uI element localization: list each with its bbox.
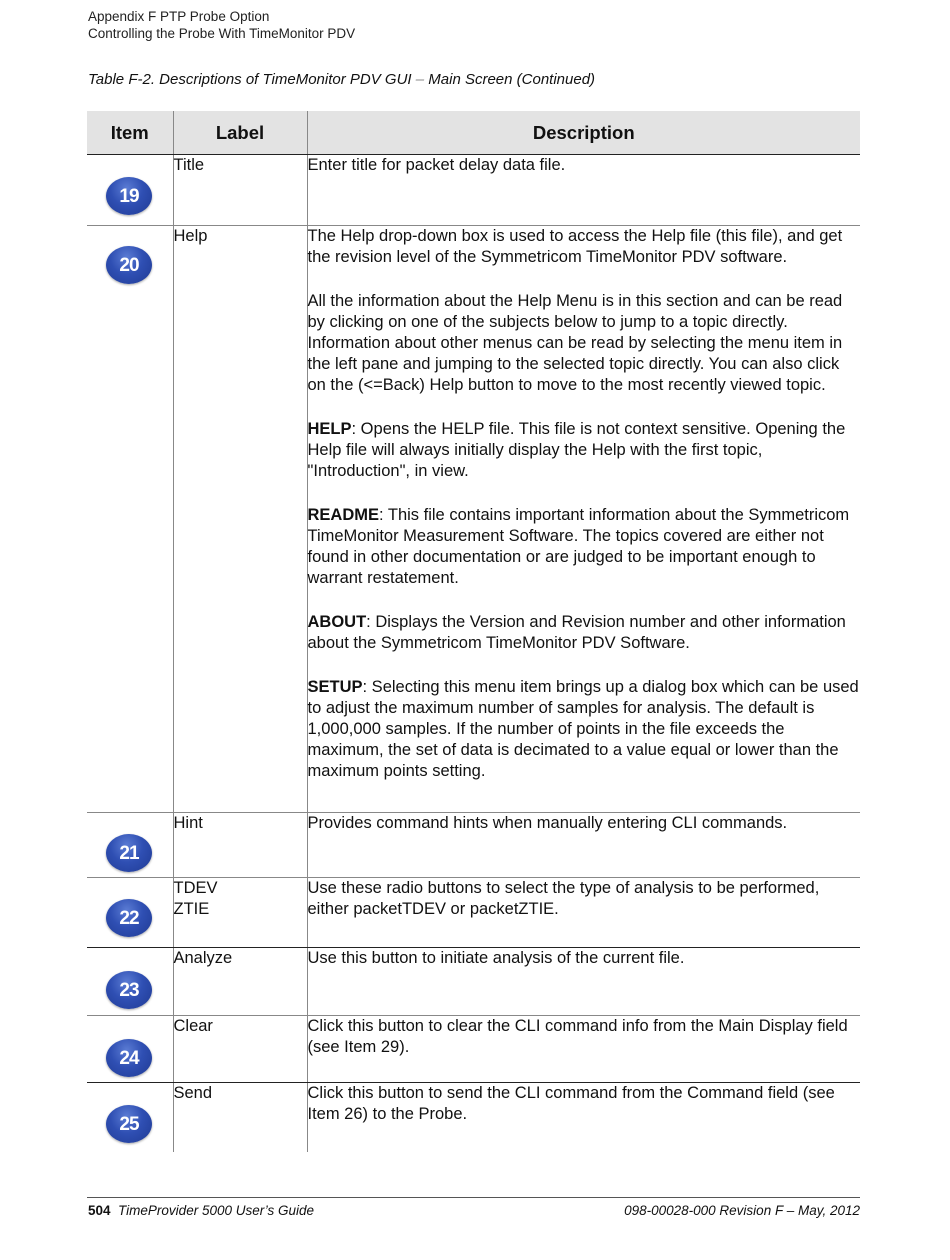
table-caption bbox=[88, 71, 595, 88]
column-header-label: Label bbox=[173, 111, 307, 155]
description-text: Use this button to initiate analysis of the current file. bbox=[307, 949, 685, 967]
table-row bbox=[87, 226, 860, 813]
item-cell bbox=[87, 1083, 173, 1152]
description-text: Provides command hints when manually entering CLI commands. bbox=[307, 814, 788, 832]
menu-term: SETUP bbox=[307, 678, 363, 696]
description-text: Click this button to send the CLI command from the Command field (see Item 26) to the Probe. bbox=[307, 1084, 835, 1123]
description-paragraph bbox=[308, 612, 861, 654]
table-row bbox=[87, 155, 860, 226]
description-table bbox=[87, 111, 860, 1152]
description-paragraph bbox=[308, 419, 861, 482]
table-row bbox=[87, 948, 860, 1016]
caption-dash: – bbox=[415, 71, 425, 88]
description-text: : This file contains important information about the Symmetricom TimeMonitor Measurement Software. The topics covered are either not found in other documentation or are judged to be important enough to warrant restatement. bbox=[307, 506, 850, 587]
label-cell bbox=[173, 1016, 307, 1083]
label-text: ZTIE bbox=[173, 900, 210, 918]
table-row bbox=[87, 1083, 860, 1152]
description-cell bbox=[307, 813, 860, 878]
footer-rule bbox=[87, 1197, 860, 1198]
description-paragraph bbox=[308, 505, 861, 589]
item-cell bbox=[87, 1016, 173, 1083]
description-cell bbox=[307, 948, 860, 1016]
description-text: Use these radio buttons to select the type of analysis to be performed, either packetTDEV or packetZTIE. bbox=[307, 879, 820, 918]
item-number-badge: 23 bbox=[106, 971, 152, 1009]
description-paragraph bbox=[308, 155, 861, 176]
menu-term: HELP bbox=[307, 420, 352, 438]
running-header-section: Controlling the Probe With TimeMonitor PDV bbox=[88, 26, 356, 41]
item-number-badge: 21 bbox=[106, 834, 152, 872]
label-text: Clear bbox=[173, 1017, 213, 1035]
label-cell bbox=[173, 226, 307, 813]
description-paragraph bbox=[308, 1083, 861, 1125]
table-row bbox=[87, 878, 860, 948]
running-header-appendix: Appendix F PTP Probe Option bbox=[88, 9, 270, 24]
description-cell bbox=[307, 1016, 860, 1083]
label-cell bbox=[173, 155, 307, 226]
item-number-badge: 25 bbox=[106, 1105, 152, 1143]
column-header-item: Item bbox=[87, 111, 173, 155]
menu-term: README bbox=[307, 506, 380, 524]
description-text: Enter title for packet delay data file. bbox=[307, 156, 566, 174]
description-paragraph bbox=[308, 677, 861, 782]
menu-term: ABOUT bbox=[307, 613, 367, 631]
guide-title: TimeProvider 5000 User’s Guide bbox=[118, 1203, 315, 1218]
label-cell bbox=[173, 948, 307, 1016]
table-row bbox=[87, 813, 860, 878]
description-paragraph bbox=[308, 813, 861, 834]
footer-left bbox=[88, 1203, 314, 1218]
caption-prefix: Table F-2. Descriptions of TimeMonitor PDV GUI bbox=[88, 71, 416, 88]
table-row bbox=[87, 1016, 860, 1083]
description-text: : Displays the Version and Revision number and other information about the Symmetricom TimeMonitor PDV Software. bbox=[307, 613, 846, 652]
item-cell bbox=[87, 948, 173, 1016]
description-text: Click this button to clear the CLI command info from the Main Display field (see Item 29). bbox=[307, 1017, 848, 1056]
description-text: : Opens the HELP file. This file is not context sensitive. Opening the Help file will always initially display the Help with the first topic, "Introduction", in view. bbox=[307, 420, 846, 480]
label-cell bbox=[173, 878, 307, 948]
item-number-badge: 20 bbox=[106, 246, 152, 284]
label-text: TDEV bbox=[173, 879, 218, 897]
item-number-badge: 24 bbox=[106, 1039, 152, 1077]
page-number: 504 bbox=[88, 1203, 111, 1218]
item-cell bbox=[87, 226, 173, 813]
description-paragraph bbox=[308, 226, 861, 268]
label-text: Send bbox=[173, 1084, 213, 1102]
label-text: Hint bbox=[173, 814, 203, 832]
description-paragraph bbox=[308, 291, 861, 396]
item-number-badge: 19 bbox=[106, 177, 152, 215]
label-text: Help bbox=[173, 227, 208, 245]
item-number-badge: 22 bbox=[106, 899, 152, 937]
table-header-row bbox=[87, 111, 860, 155]
description-cell bbox=[307, 1083, 860, 1152]
label-text: Title bbox=[173, 156, 205, 174]
description-paragraph bbox=[308, 878, 861, 920]
description-text: The Help drop-down box is used to access the Help file (this file), and get the revision level of the Symmetricom TimeMonitor PDV software. bbox=[307, 227, 843, 266]
description-text: : Selecting this menu item brings up a dialog box which can be used to adjust the maximum number of samples for analysis. The default is 1,000,000 samples. If the number of points in the file exceeds the maximum, the set of data is decimated to a value equal or lower than the maximum points setting. bbox=[307, 678, 859, 780]
description-paragraph bbox=[308, 948, 861, 969]
label-cell bbox=[173, 813, 307, 878]
item-cell bbox=[87, 878, 173, 948]
label-text: Analyze bbox=[173, 949, 233, 967]
item-cell bbox=[87, 155, 173, 226]
item-cell bbox=[87, 813, 173, 878]
column-header-description: Description bbox=[307, 111, 860, 155]
description-text: All the information about the Help Menu is in this section and can be read by clicking on one of the subjects below to jump to a topic directly. Information about other menus can be read by selecting the menu item in the left pane and jumping to the selected topic directly. You can also click on the (<=Back) Help button to move to the most recently viewed topic. bbox=[307, 292, 843, 394]
description-cell bbox=[307, 226, 860, 813]
label-cell bbox=[173, 1083, 307, 1152]
footer-doc-revision: 098-00028-000 Revision F – May, 2012 bbox=[624, 1203, 860, 1218]
description-paragraph bbox=[308, 1016, 861, 1058]
caption-suffix: Main Screen (Continued) bbox=[424, 71, 596, 88]
description-cell bbox=[307, 155, 860, 226]
description-cell bbox=[307, 878, 860, 948]
